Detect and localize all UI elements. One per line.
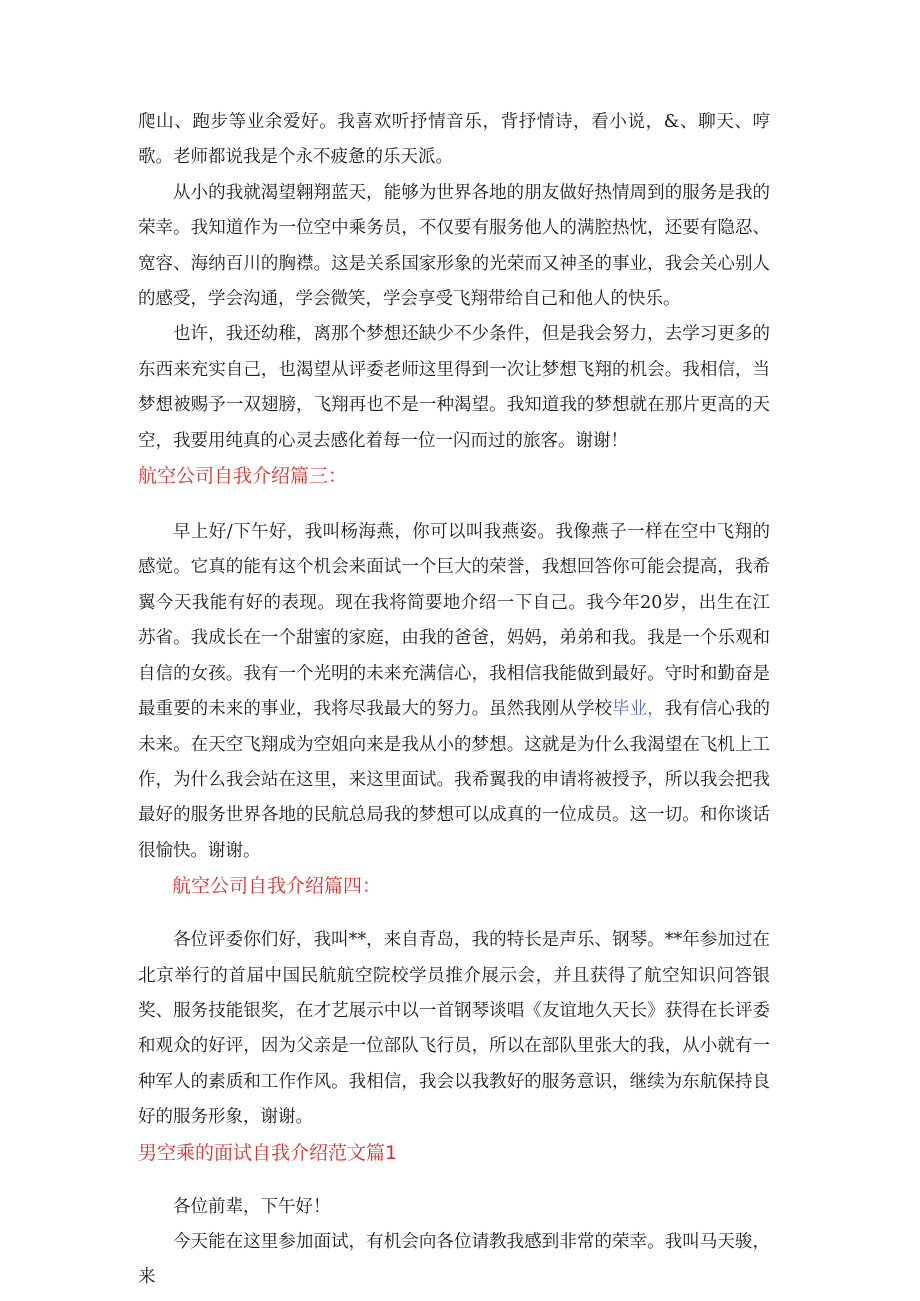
heading-male-steward: 男空乘的面试自我介绍范文篇1 [138,1141,398,1164]
paragraph-dream-sky: 从小的我就渴望翱翔蓝天，能够为世界各地的朋友做好热情周到的服务是我的荣幸。我知道作为一位空中乘务员，不仅要有服务他人的满腔热忱，还要有隐忍、宽容、海纳百川的胸襟。这是关系国家形象的光荣而又神圣的事业，我会关心别人的感受，学会沟通，学会微笑，学会享受飞翔带给自己和他人的快乐。 [138,182,770,310]
heading-part-three: 航空公司自我介绍篇三： [138,465,348,488]
paragraph-qingdao-intro: 各位评委你们好，我叫**，来自青岛，我的特长是声乐、钢琴。**年参加过在北京举行的首届中国民航航空院校学员推介展示会，并且获得了航空知识问答银奖、服务技能银奖，在才艺展示中以一首钢琴谈唱《友谊地久天长》获得在长评委和观众的好评，因为父亲是一位部队飞行员，所以在部队里张大的我，从小就有一种军人的素质和工作作风。我相信，我会以我教好的服务意识，继续为东航保持良好的服务形象，谢谢。 [138,930,770,1128]
graduation-link[interactable]: 毕业， [612,699,665,720]
document-page [138,105,770,1296]
heading-part-four: 航空公司自我介绍篇四： [172,875,382,898]
paragraph-yang-haiyan-text-1: 早上好/下午好，我叫杨海燕，你可以叫我燕姿。我像燕子一样在空中飞翔的感觉。它真的能有这个机会来面试一个巨大的荣誉，我想回答你可能会提高，我希翼今天我能有好的表现。现在我将简要地介绍一下自己。我今年20岁，出生在江苏省。我成长在一个甜蜜的家庭，由我的爸爸，妈妈，弟弟和我。我是一个乐观和自信的女孩。我有一个光明的未来充满信心，我相信我能做到最好。守时和勤奋是最重要的未来的事业，我将尽我最大的努力。虽然我刚从学校 [138,522,770,720]
paragraph-greeting: 各位前辈，下午好！ [173,1196,331,1217]
paragraph-male-intro: 今天能在这里参加面试，有机会向各位请教我感到非常的荣幸。我叫马天骏，来 [138,1231,770,1288]
paragraph-hobbies: 爬山、跑步等业余爱好。我喜欢听抒情音乐，背抒情诗，看小说，&、聊天、哼歌。老师都说我是个永不疲惫的乐天派。 [138,112,770,168]
paragraph-yang-haiyan-text-2: 我有信心我的未来。在天空飞翔成为空姐向来是我从小的梦想。这就是为什么我渴望在飞机上工作，为什么我会站在这里，来这里面试。我希翼我的申请将被授予，所以我会把我最好的服务世界各地的民航总局我的梦想可以成真的一位成员。这一切。和你谈话很愉快。谢谢。 [138,699,771,861]
paragraph-yang-haiyan [138,515,770,869]
paragraph-dream-wings: 也许，我还幼稚，离那个梦想还缺少不少条件，但是我会努力，去学习更多的东西来充实自己，也渴望从评委老师这里得到一次让梦想飞翔的机会。我相信，当梦想被赐予一双翅膀，飞翔再也不是一种渴望。我知道我的梦想就在那片更高的天空，我要用纯真的心灵去感化着每一位一闪而过的旅客。谢谢！ [138,324,770,451]
